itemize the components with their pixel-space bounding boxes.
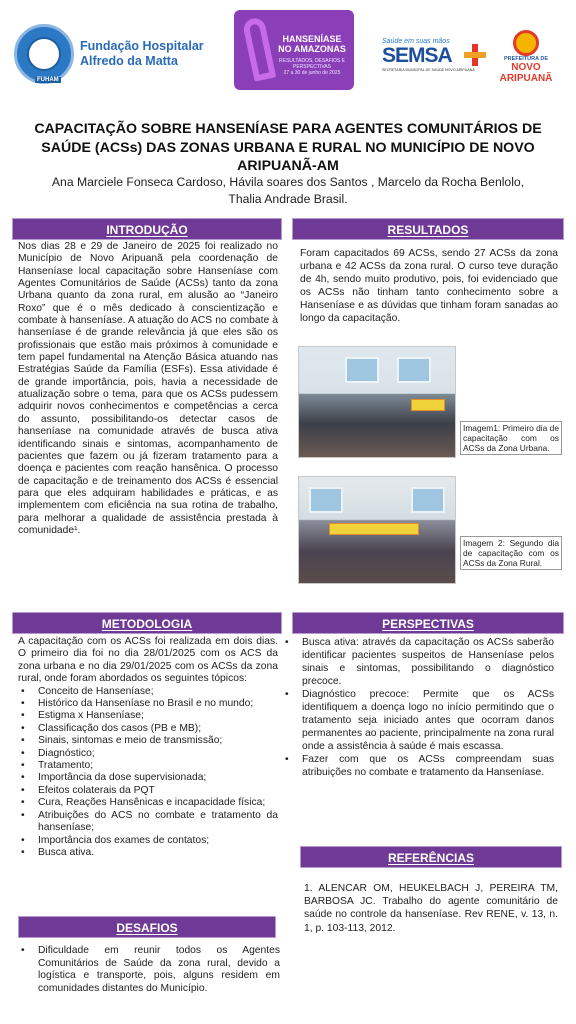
list-item: • Diagnóstico precoce: Permite que os ACSs identifiquem a doença logo no início permitindo que o tratamento seja iniciado antes que ocorram danos permanentes ao paciente, principalmente na zona rural onde a assistência à saúde é mais escassa.: [282, 688, 554, 753]
list-item: • Conceito de Hanseníase;: [18, 686, 278, 698]
list-item: • Classificação dos casos (PB e MB);: [18, 723, 278, 735]
header-logos: [0, 0, 576, 100]
caption-imagem-2: Imagem 2: Segundo dia de capacitação com os ACSs da Zona Rural.: [460, 536, 562, 570]
caption-imagem-1: Imagem1: Primeiro dia de capacitação com os ACSs da Zona Urbana.: [460, 421, 562, 455]
photo-zona-rural: [298, 476, 456, 584]
event-title: HANSENÍASE NO AMAZONAS: [278, 34, 346, 54]
list-item: • Importância da dose supervisionada;: [18, 772, 278, 784]
fuham-seal-icon: [14, 24, 74, 84]
section-heading-metodologia: METODOLOGIA: [12, 612, 282, 634]
list-item: • Histórico da Hanseníase no Brasil e no mundo;: [18, 698, 278, 710]
list-item: • Busca ativa.: [18, 847, 278, 859]
seal-text: FUHAM: [37, 77, 59, 83]
list-item: • Busca ativa: através da capacitação os ACSs saberão identificar pacientes suspeitos de Hanseníase pelos sinais e sintomas, possibilitando o diagnóstico precoce.: [282, 636, 554, 688]
resultados-text: Foram capacitados 69 ACSs, sendo 27 ACSs da zona urbana e 42 ACSs da zona rural. O curso teve duração de 4h, sendo muito produtivo, pois, foi evidenciado que os ACSs não tinham tanto conhecimento sobre a Hanseníase e as dúvidas que tinham foram sanadas ao longo da capacitação.: [300, 248, 558, 324]
authors: Ana Marciele Fonseca Cardoso, Hávila soares dos Santos , Marcelo da Rocha Benlolo, Thalia Andrade Brasil.: [51, 175, 525, 206]
section-heading-introducao: INTRODUÇÃO: [12, 218, 282, 240]
prefeitura-emblem-icon: [513, 30, 539, 56]
poster-title: CAPACITAÇÃO SOBRE HANSENÍASE PARA AGENTES COMUNITÁRIOS DE SAÚDE (ACSs) DAS ZONAS URBANA E RURAL NO MUNICÍPIO DE NOVO ARIPUANÃ-AM: [34, 121, 542, 174]
introducao-text: Nos dias 28 e 29 de Janeiro de 2025 foi realizado no Município de Novo Aripuanã pela coordenação de Hanseníase local capacitação sobre Hanseníase com Agentes Comunitários de Saúde (ACSs) tanto da zona Urbana quanto da zona rural, em alusão ao “Janeiro Roxo” que é o mês dedicado à conscientização e combate à hanseníase. A atuação do ACS no combate à hanseníase é de grande relevância já que eles são os profissionais que estão mais próximos à comunidade e tem papel fundamental na Atenção Básica atuando nas Estratégias Saúde da Família (ESFs). Essa atividade é de grande importância, pois, havia a necessidade de atualização sobre o tema, para que os ACSs pudessem adquirir novos conhecimentos e competências a cerca do assunto, possibilitando-os detectar casos de hanseníase na comunidade através de busca ativa identificando sinais e sintomas, acompanhamento de pacientes que fazem ou já fizeram tratamento para a doença e pacientes com reação hansênica. O processo de capacitação e de treinamento dos ACSs é essencial para que eles adquiram habilidades e práticas, e as implementem com eficiência na sua rotina de trabalho, para melhorar a qualidade de assistência prestada à comunidade¹.: [18, 241, 278, 536]
desafios-block: [18, 945, 280, 995]
referencias-text: 1. ALENCAR OM, HEUKELBACH J, PEREIRA TM, BARBOSA JC. Trabalho do agente comunitário de saúde no controle da hanseníase. Rev RENE, v. 13, n. 1, p. 103-113, 2012.: [304, 883, 558, 934]
section-heading-desafios: DESAFIOS: [18, 916, 276, 938]
perspectivas-block: [282, 636, 554, 779]
fundacao-name: Fundação Hospitalar Alfredo da Matta: [80, 39, 204, 68]
list-item: • Efeitos colaterais da PQT: [18, 785, 278, 797]
event-logo: [234, 10, 354, 90]
list-item: • Importância dos exames de contatos;: [18, 835, 278, 847]
metodologia-topics: [18, 686, 278, 860]
section-heading-perspectivas: PERSPECTIVAS: [292, 612, 564, 634]
purple-ribbon-icon: [242, 16, 276, 81]
fundacao-logo: [14, 24, 204, 84]
semsa-logo: Saúde em suas mãos SEMSA SECRETARIA MUNICIPAL DE SAÚDE NOVO ARIPUANÃ: [382, 38, 486, 72]
list-item: • Atribuições do ACS no combate e tratamento da hanseníase;: [18, 810, 278, 835]
list-item: • Sinais, sintomas e meio de transmissão;: [18, 735, 278, 747]
list-item: • Tratamento;: [18, 760, 278, 772]
metodologia-block: [18, 636, 278, 859]
health-cross-icon: [464, 44, 486, 66]
list-item: • Cura, Reações Hansênicas e incapacidade física;: [18, 797, 278, 809]
list-item: • Fazer com que os ACSs compreendam suas atribuições no combate e tratamento da Hanseníase.: [282, 753, 554, 779]
list-item: • Estigma x Hanseníase;: [18, 710, 278, 722]
section-heading-resultados: RESULTADOS: [292, 218, 564, 240]
list-item: • Dificuldade em reunir todos os Agentes Comunitários de Saúde da zona rural, devido a logística e transporte, pois, alguns residem em comunidades distantes do Município.: [18, 945, 280, 995]
event-subtitle: RESULTADOS, DESAFIOS E PERSPECTIVAS 27 a 30 de junho de 2025: [279, 58, 345, 76]
photo-zona-urbana: [298, 346, 456, 458]
list-item: • Diagnóstico;: [18, 748, 278, 760]
prefeitura-logo: PREFEITURA DE NOVO ARIPUANÃ: [492, 30, 560, 84]
metodologia-text: A capacitação com os ACSs foi realizada em dois dias. O primeiro dia foi no dia 28/01/2025 com os ACS da zona urbana e no dia 29/01/2025 com os ACSs da zona rural, onde foram abordados os seguintes tópicos:: [18, 636, 278, 685]
section-heading-referencias: REFERÊNCIAS: [300, 846, 562, 868]
